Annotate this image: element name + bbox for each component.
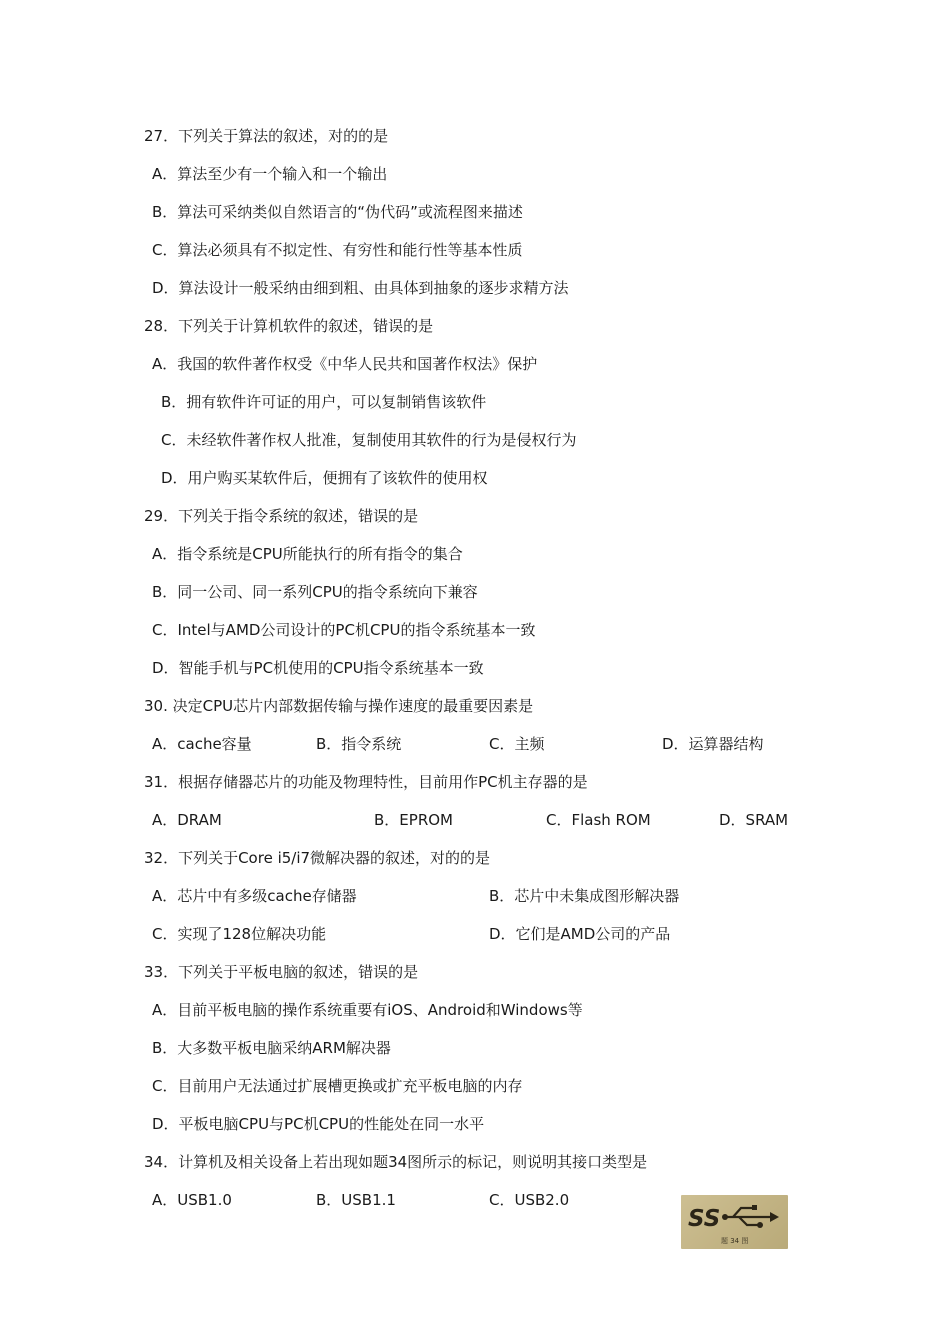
question-stem: 29．下列关于指令系统的叙述，错误的是 [144,507,419,525]
option-c: C．主频 [489,735,545,753]
question-stem: 30. 决定CPU芯片内部数据传输与操作速度的最重要因素是 [144,697,534,715]
logo-text: SS [688,1206,721,1232]
option-a: A．算法至少有一个输入和一个输出 [152,165,388,183]
option-a: A．cache容量 [152,735,252,753]
question-stem: 28．下列关于计算机软件的叙述，错误的是 [144,317,434,335]
option-b: B．EPROM [374,811,453,829]
option-a: A．DRAM [152,811,222,829]
option-c: C．算法必须具有不拟定性、有穷性和能行性等基本性质 [152,241,523,259]
option-b: B．算法可采纳类似自然语言的“伪代码”或流程图来描述 [152,203,523,221]
question-stem: 34．计算机及相关设备上若出现如题34图所示的标记，则说明其接口类型是 [144,1153,648,1171]
option-c: C．Intel与AMD公司设计的PC机CPU的指令系统基本一致 [152,621,536,639]
option-d: D．SRAM [719,811,789,829]
option-d: D．用户购买某软件后，便拥有了该软件的使用权 [161,469,488,487]
option-a: A．USB1.0 [152,1191,232,1209]
question-stem: 32．下列关于Core i5/i7微解决器的叙述，对的的是 [144,849,491,867]
usb-trident-icon [724,1208,771,1225]
option-a: A．芯片中有多级cache存储器 [152,887,357,905]
option-b: B．拥有软件许可证的用户，可以复制销售该软件 [161,393,487,411]
option-b: B．芯片中未集成图形解决器 [489,887,680,905]
usb-superspeed-logo-figure [681,1195,788,1249]
option-b: B．大多数平板电脑采纳ARM解决器 [152,1039,391,1057]
question-stem: 27．下列关于算法的叙述，对的的是 [144,127,389,145]
option-c: C．未经软件著作权人批准，复制使用其软件的行为是侵权行为 [161,431,577,449]
option-c: C．USB2.0 [489,1191,570,1209]
option-d: D．运算器结构 [662,735,764,753]
option-c: C．Flash ROM [546,811,651,829]
option-d: D．平板电脑CPU与PC机CPU的性能处在同一水平 [152,1115,485,1133]
option-a: A．我国的软件著作权受《中华人民共和国著作权法》保护 [152,355,538,373]
question-stem: 33．下列关于平板电脑的叙述，错误的是 [144,963,419,981]
question-stem: 31．根据存储器芯片的功能及物理特性，目前用作PC机主存器的是 [144,773,588,791]
option-b: B．指令系统 [316,735,402,753]
usb-superspeed-icon [681,1195,788,1249]
figure-caption: 题 34 图 [721,1237,749,1245]
option-a: A．指令系统是CPU所能执行的所有指令的集合 [152,545,463,563]
option-c: C．目前用户无法通过扩展槽更换或扩充平板电脑的内存 [152,1077,523,1095]
option-a: A．目前平板电脑的操作系统重要有iOS、Android和Windows等 [152,1001,583,1019]
option-d: D．算法设计一般采纳由细到粗、由具体到抽象的逐步求精方法 [152,279,569,297]
option-b: B．USB1.1 [316,1191,396,1209]
option-d: D．它们是AMD公司的产品 [489,925,671,943]
option-c: C．实现了128位解决功能 [152,925,327,943]
option-b: B．同一公司、同一系列CPU的指令系统向下兼容 [152,583,478,601]
option-d: D．智能手机与PC机使用的CPU指令系统基本一致 [152,659,484,677]
